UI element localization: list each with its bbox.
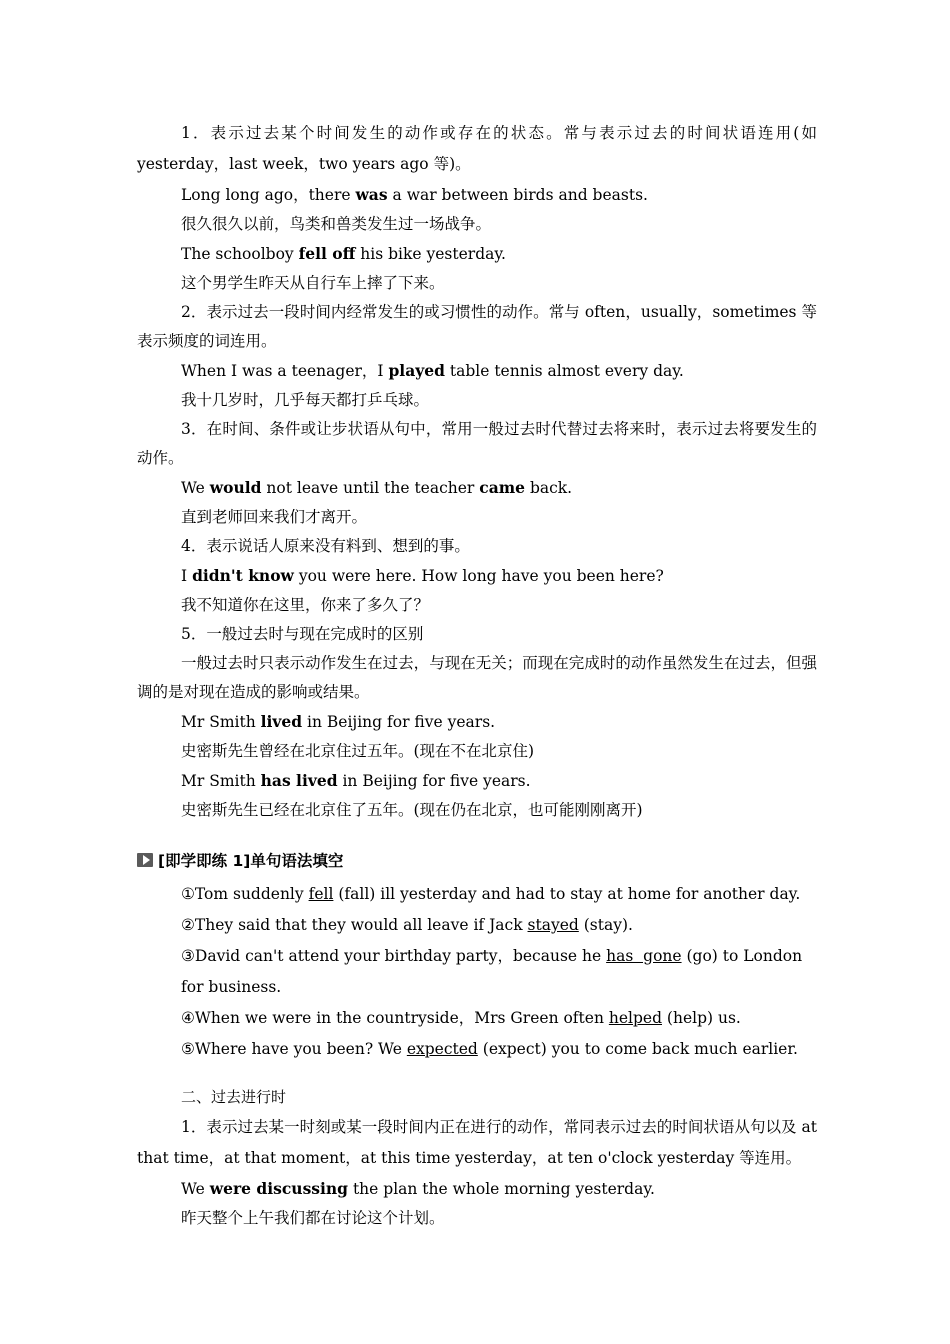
point2-text: 2．表示过去一段时间内经常发生的或习惯性的动作。常与 often，usually，sometimes 等表示频度的词连用。 bbox=[137, 303, 817, 350]
point5-text: 5．一般过去时与现在完成时的区别 bbox=[181, 625, 424, 643]
example-sentence: When I was a teenager，I played table tennis almost every day. bbox=[181, 361, 684, 380]
example-translation: 我十几岁时，几乎每天都打乒乓球。 bbox=[181, 391, 430, 409]
example-sentence: Long long ago，there was a war between birds and beasts. bbox=[181, 185, 648, 204]
exercise-item: ④When we were in the countryside，Mrs Green often helped (help) us. bbox=[181, 1009, 741, 1027]
example-sentence: We would not leave until the teacher came back. bbox=[181, 478, 573, 497]
point4-text: 4．表示说话人原来没有料到、想到的事。 bbox=[181, 537, 470, 555]
example-sentence: Mr Smith lived in Beijing for five years. bbox=[181, 712, 496, 731]
example-translation: 这个男学生昨天从自行车上摔了下来。 bbox=[181, 274, 445, 292]
example-translation: 很久很久以前，鸟类和兽类发生过一场战争。 bbox=[181, 215, 492, 233]
example-translation: 史密斯先生曾经在北京住过五年。(现在不在北京住) bbox=[181, 742, 535, 760]
example-sentence: The schoolboy fell off his bike yesterday. bbox=[181, 244, 506, 263]
exercise-item: ①Tom suddenly fell (fall) ill yesterday and had to stay at home for another day. bbox=[181, 885, 801, 903]
example-sentence: Mr Smith has lived in Beijing for five years. bbox=[181, 771, 531, 790]
point1-text: 1．表示过去某个时间发生的动作或存在的状态。常与表示过去的时间状语连用(如 yesterday，last week，two years ago 等)。 bbox=[137, 124, 817, 173]
section-heading: 二、过去进行时 bbox=[181, 1088, 287, 1106]
answer: stayed bbox=[527, 916, 579, 934]
answer: expected bbox=[406, 1040, 478, 1058]
exercise-item: ⑤Where have you been? We expected (expect) you to come back much earlier. bbox=[181, 1040, 798, 1058]
example-translation: 直到老师回来我们才离开。 bbox=[181, 508, 368, 526]
exercise-list bbox=[137, 879, 817, 1065]
example-translation: 昨天整个上午我们都在讨论这个计划。 bbox=[181, 1209, 445, 1227]
example-sentence: We were discussing the plan the whole morning yesterday. bbox=[181, 1179, 655, 1198]
example-sentence: I didn't know you were here. How long have you been here? bbox=[181, 566, 664, 585]
play-icon bbox=[137, 853, 155, 867]
answer: has gone bbox=[606, 947, 682, 965]
answer: helped bbox=[608, 1009, 662, 1027]
point3-text: 3．在时间、条件或让步状语从句中，常用一般过去时代替过去将来时，表示过去将要发生的动作。 bbox=[137, 420, 817, 467]
content bbox=[137, 118, 817, 1233]
section2-point1-text: 1．表示过去某一时刻或某一段时间内正在进行的动作，常同表示过去的时间状语从句以及 at that time，at that moment，at this time yesterday，at ten o'clock yesterday 等连用。 bbox=[137, 1118, 817, 1167]
exercise-item: ③David can't attend your birthday party，because he has gone (go) to London for business. bbox=[181, 947, 803, 996]
answer: fell bbox=[308, 885, 334, 903]
point5-description: 一般过去时只表示动作发生在过去，与现在无关；而现在完成时的动作虽然发生在过去，但强调的是对现在造成的影响或结果。 bbox=[137, 654, 817, 701]
exercise-heading bbox=[137, 847, 817, 873]
exercise-item: ②They said that they would all leave if Jack stayed (stay). bbox=[181, 916, 633, 934]
exercise-title: [即学即练 1]单句语法填空 bbox=[158, 852, 344, 870]
example-translation: 我不知道你在这里，你来了多久了？ bbox=[181, 596, 430, 614]
example-translation: 史密斯先生已经在北京住了五年。(现在仍在北京，也可能刚刚离开) bbox=[181, 801, 643, 819]
